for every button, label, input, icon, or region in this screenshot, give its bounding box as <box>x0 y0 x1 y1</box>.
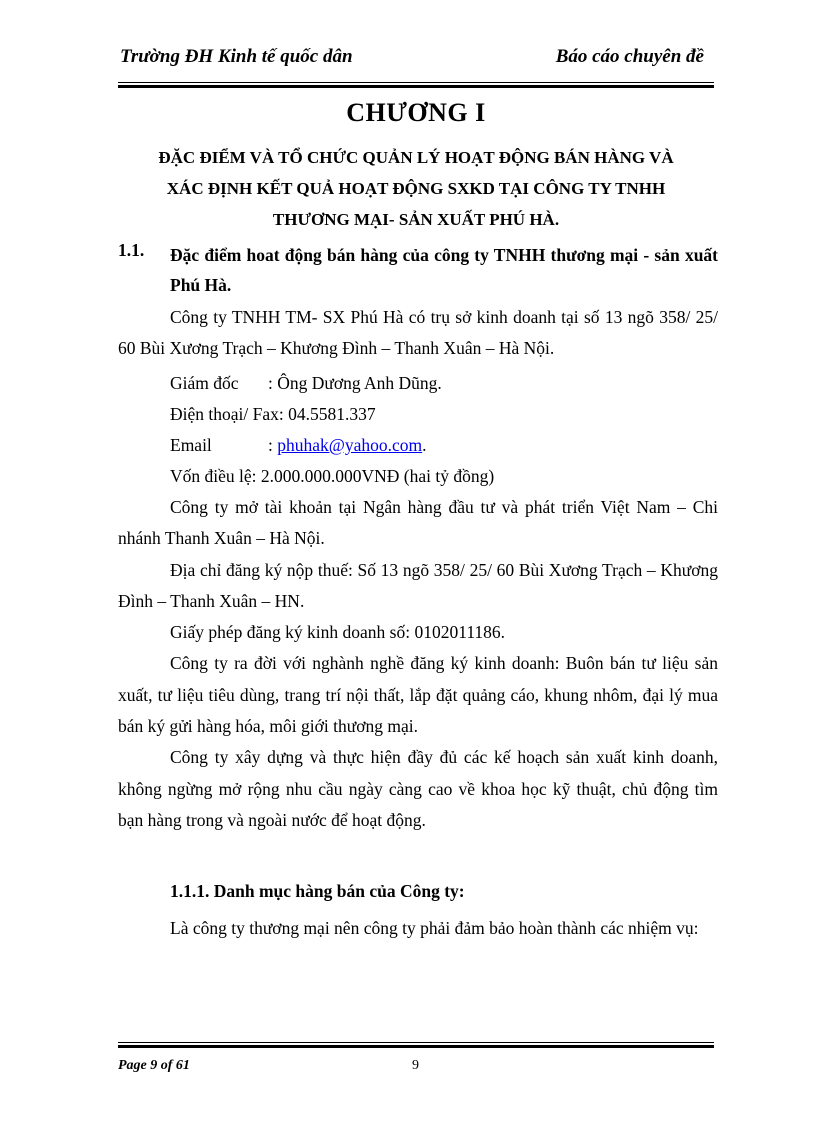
email-row <box>170 430 427 460</box>
paragraph-bank: Công ty mở tài khoản tại Ngân hàng đầu tư và phát triển Việt Nam – Chi nhánh Thanh Xuân – Hà Nội. <box>118 497 718 549</box>
page-header <box>118 46 712 70</box>
intro-paragraph <box>118 302 718 365</box>
capital-row: Vốn điều lệ: 2.000.000.000VNĐ (hai tỷ đồng) <box>170 466 495 486</box>
chapter-subtitle <box>118 142 714 235</box>
header-university: Trường ĐH Kinh tế quốc dân <box>120 46 353 67</box>
subsection-body <box>118 912 718 945</box>
chapter-subtitle-line: ĐẶC ĐIỂM VÀ TỔ CHỨC QUẢN LÝ HOẠT ĐỘNG BÁN HÀNG VÀ <box>158 148 674 167</box>
footer-page-label: Page 9 of 61 <box>118 1058 190 1073</box>
email-label: Email <box>170 435 212 455</box>
chapter-subtitle-line: XÁC ĐỊNH KẾT QUẢ HOẠT ĐỘNG SXKD TẠI CÔNG TY TNHH <box>166 179 666 198</box>
header-report-type: Báo cáo chuyên đề <box>555 46 704 67</box>
paragraph-intro: Công ty TNHH TM- SX Phú Hà có trụ sở kinh doanh tại số 13 ngõ 358/ 25/ 60 Bùi Xương Trạch – Khương Đình – Thanh Xuân – Hà Nội. <box>118 307 718 359</box>
director-label: Giám đốc <box>170 373 239 393</box>
chapter-subtitle-line: THƯƠNG MẠI- SẢN XUẤT PHÚ HÀ. <box>272 210 560 229</box>
director-value: : Ông Dương Anh Dũng. <box>268 373 442 393</box>
paragraph-subsection: Là công ty thương mại nên công ty phải đảm bảo hoàn thành các nhiệm vụ: <box>170 918 699 938</box>
paragraph-business: Công ty ra đời với nghành nghề đăng ký kinh doanh: Buôn bán tư liệu sản xuất, tư liệu tiêu dùng, trang trí nội thất, lắp đặt quảng cáo, khung nhôm, đại lý mua bán ký gửi hàng hóa, môi giới thương mại. <box>118 653 718 737</box>
header-rule-thick <box>118 85 714 88</box>
section-title: Đặc điểm hoat động bán hàng của công ty TNHH thương mại - sản xuất Phú Hà. <box>170 245 718 295</box>
footer-page-number: 9 <box>412 1058 419 1073</box>
email-link[interactable]: phuhak@yahoo.com <box>277 435 423 455</box>
paragraph-plans: Công ty xây dựng và thực hiện đầy đủ các kế hoạch sản xuất kinh doanh, không ngừng mở rộng nhu cầu ngày càng cao về khoa học kỹ thuật, chủ động tìm bạn hàng trong và ngoài nước để hoạt động. <box>118 747 718 830</box>
details-block <box>118 492 718 836</box>
footer-rule-thick <box>118 1045 714 1048</box>
footer-rule-thin <box>118 1042 714 1043</box>
director-row <box>170 368 442 398</box>
email-end: . <box>422 435 427 455</box>
phone-row: Điện thoại/ Fax: 04.5581.337 <box>170 404 376 424</box>
paragraph-license: Giấy phép đăng ký kinh doanh số: 0102011186. <box>170 622 506 643</box>
subsection-heading: 1.1.1. Danh mục hàng bán của Công ty: <box>170 881 465 901</box>
section-number: 1.1. <box>118 240 145 260</box>
chapter-title: CHƯƠNG I <box>346 98 486 127</box>
paragraph-tax-address: Địa chỉ đăng ký nộp thuế: Số 13 ngõ 358/ 25/ 60 Bùi Xương Trạch – Khương Đình – Thanh Xuân – HN. <box>118 559 718 611</box>
email-separator: : <box>268 435 278 455</box>
header-rule-thin <box>118 82 714 83</box>
